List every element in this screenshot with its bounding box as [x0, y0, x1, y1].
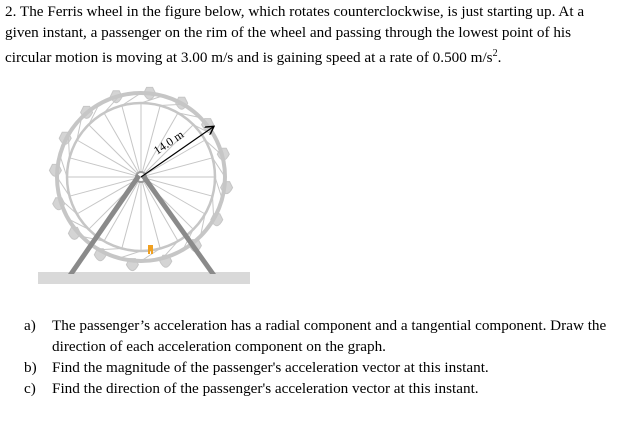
question-text: Find the magnitude of the passenger's acceleration vector at this instant. — [52, 359, 489, 376]
exponent: 2 — [492, 48, 498, 59]
problem-text: The Ferris wheel in the figure below, which rotates counterclockwise, is just starting up. At a given instant, a passenger on the rim of the wheel and passing through the lowest point of his circular motion is moving at 3.00 m/s and is gaining speed at a rate of 0.500 m/s — [5, 3, 585, 67]
question-marker: c) — [24, 380, 36, 397]
question-list — [24, 315, 620, 399]
problem-number: 2. — [5, 3, 17, 20]
question-item — [24, 357, 620, 378]
radius-label: 14.0 m — [150, 127, 187, 158]
ferris-wheel-figure — [30, 82, 260, 302]
problem-text-end: . — [497, 49, 502, 67]
rim-brace — [60, 155, 67, 177]
question-item — [24, 378, 620, 399]
problem-statement — [5, 1, 617, 68]
rim-brace — [119, 251, 141, 258]
question-text: Find the direction of the passenger's acceleration vector at this instant. — [52, 380, 479, 397]
question-marker: a) — [24, 317, 36, 334]
passenger — [148, 245, 153, 254]
question-text: The passenger’s acceleration has a radial component and a tangential component. Draw the direction of each acceleration component on the graph. — [52, 317, 607, 355]
question-marker: b) — [24, 359, 37, 376]
spoke — [122, 106, 141, 178]
spoke — [70, 158, 142, 177]
wheel — [49, 87, 232, 270]
spoke — [141, 158, 213, 177]
question-item — [24, 315, 620, 357]
